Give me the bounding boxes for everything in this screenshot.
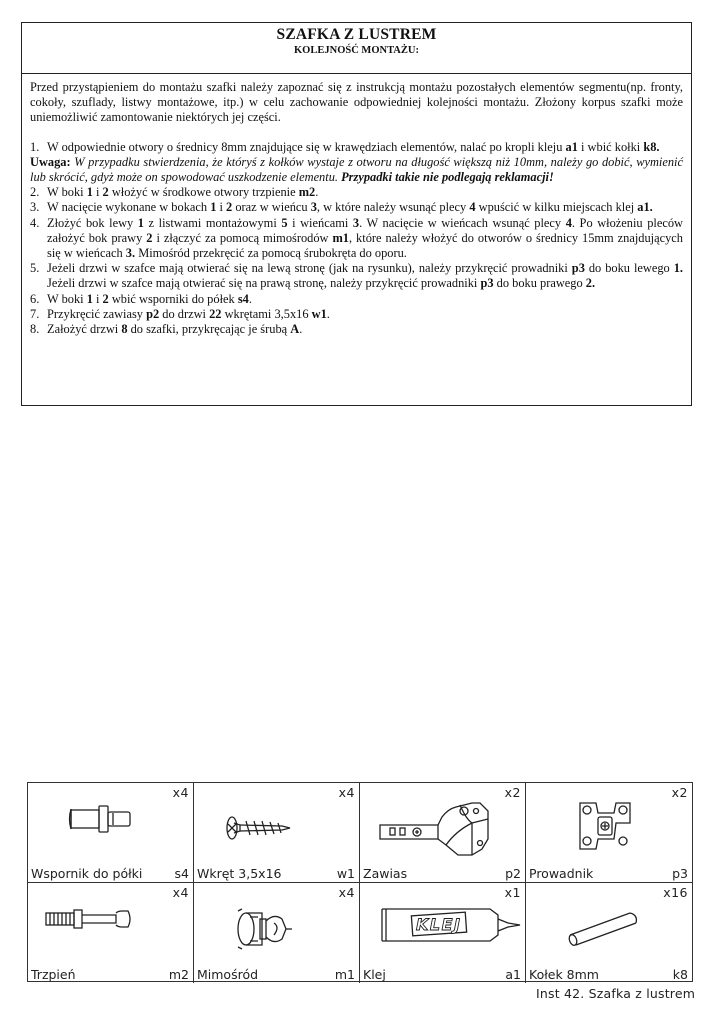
parts-table: [27, 782, 693, 982]
step-item: [30, 322, 683, 337]
page-subtitle: KOLEJNOŚĆ MONTAŻU:: [294, 45, 419, 56]
part-code: p2: [505, 866, 521, 881]
step-text: W boki 1 i 2 włożyć w środkowe otwory trzpienie m2.: [47, 185, 319, 200]
step-number: 6.: [30, 291, 40, 306]
instruction-footer: Inst 42. Szafka z lustrem: [536, 986, 696, 1001]
step-text: Złożyć bok lewy 1 z listwami montażowymi 5 i wieńcami 3. W nacięcie w wieńcach wsunąć plecy 4. Po włożeniu pleców założyć bok prawy 2 i złączyć za pomocą mimośrodów m1, które należy włożyć do otworów o średnicy 15mm znajdujących się w wieńcach 3. Mimośród przekręcić za pomocą śrubokręta do oporu.: [47, 215, 683, 261]
glue-label: KLEJ: [416, 915, 462, 934]
instruction-box: [21, 22, 692, 406]
part-quantity: x4: [338, 885, 355, 900]
part-name: Prowadnik: [529, 866, 594, 881]
instruction-header: [22, 23, 691, 74]
step-text: W nacięcie wykonane w bokach 1 i 2 oraz w wieńcu 3, w które należy wsunąć plecy 4 wpuścić w kilku miejscach klej a1.: [47, 200, 653, 215]
part-cell: [360, 883, 526, 983]
part-quantity: x2: [671, 785, 688, 800]
warning-label: Uwaga: [30, 154, 67, 169]
part-quantity: x1: [504, 885, 521, 900]
step-item: [30, 307, 683, 322]
part-quantity: x4: [172, 885, 189, 900]
part-quantity: x2: [504, 785, 521, 800]
part-name: Kołek 8mm: [529, 967, 599, 982]
part-cell: [526, 883, 692, 983]
part-name: Trzpień: [31, 967, 76, 982]
page-title: SZAFKA Z LUSTREM: [276, 26, 437, 43]
part-code: k8: [672, 967, 688, 982]
part-cell: [28, 783, 194, 883]
step-item: [30, 261, 683, 291]
step-item: [30, 185, 683, 200]
intro-paragraph: Przed przystąpieniem do montażu szafki należy zapoznać się z instrukcją montażu pozostałych elementów segmentu(np. fronty, cokoły, szuflady, listwy montażowe, itp.) w celu zachowanie odpowiedniej kolejności montażu. Złożony korpus szafki może uniemożliwić zamontowanie niektórych jej części.: [30, 80, 683, 125]
step-text: Przykręcić zawiasy p2 do drzwi 22 wkrętami 3,5x16 w1.: [47, 306, 330, 321]
step-text: W odpowiednie otwory o średnicy 8mm znajdujące się w krawędziach elementów, nalać po kropli kleju a1 i wbić kołki k8.: [47, 139, 660, 154]
warning-text: W przypadku stwierdzenia, że któryś z kołków wystaje z otworu na długość większą niż 10mm, należy go dobić, wymienić lub skrócić, gdyż może on spowodować uszkodzenie elementu.: [30, 154, 683, 185]
part-quantity: x4: [172, 785, 189, 800]
part-cell: [194, 883, 360, 983]
steps-list: [30, 140, 683, 338]
step-text: Założyć drzwi 8 do szafki, przykręcając je śrubą A.: [47, 322, 303, 337]
step-number: 4.: [30, 215, 40, 230]
part-code: a1: [505, 967, 521, 982]
part-quantity: x4: [338, 785, 355, 800]
step-number: 3.: [30, 200, 40, 215]
step-text: Jeżeli drzwi w szafce mają otwierać się na lewą stronę (jak na rysunku), należy przykręcić prowadniki p3 do boku lewego 1. Jeżeli drzwi w szafce mają otwierać się na prawą stronę, należy przykręcić prowadniki p3 do boku prawego 2.: [47, 261, 684, 291]
warning-note: Uwaga: W przypadku stwierdzenia, że któryś z kołków wystaje z otworu na długość większą niż 10mm, należy go dobić, wymienić lub skrócić, gdyż może on spowodować uszkodzenie elementu. Przypadki takie nie podlegają reklamacji!: [30, 154, 683, 185]
part-cell: [526, 783, 692, 883]
step-number: 5.: [30, 261, 40, 276]
step-item: [30, 140, 683, 155]
part-code: m1: [334, 967, 355, 982]
step-number: 1.: [30, 139, 40, 154]
part-code: m2: [168, 967, 189, 982]
part-cell: [360, 783, 526, 883]
step-number: 2.: [30, 185, 40, 200]
part-name: Wkręt 3,5x16: [197, 866, 282, 881]
part-name: Wspornik do półki: [31, 866, 143, 881]
step-item: [30, 292, 683, 307]
step-text: W boki 1 i 2 wbić wsporniki do półek s4.: [47, 291, 252, 306]
instruction-content: [22, 74, 691, 337]
step-item: [30, 216, 683, 262]
warning-emphasis: Przypadki takie nie podlegają reklamacji!: [341, 170, 554, 185]
part-code: s4: [174, 866, 189, 881]
part-name: Mimośród: [197, 967, 259, 982]
step-number: 7.: [30, 306, 40, 321]
part-name: Klej: [363, 967, 386, 982]
part-quantity: x16: [663, 885, 688, 900]
step-number: 8.: [30, 322, 40, 337]
part-cell: [28, 883, 194, 983]
part-cell: [194, 783, 360, 883]
part-code: w1: [336, 866, 355, 881]
step-item: [30, 200, 683, 215]
part-code: p3: [672, 866, 688, 881]
part-name: Zawias: [363, 866, 408, 881]
